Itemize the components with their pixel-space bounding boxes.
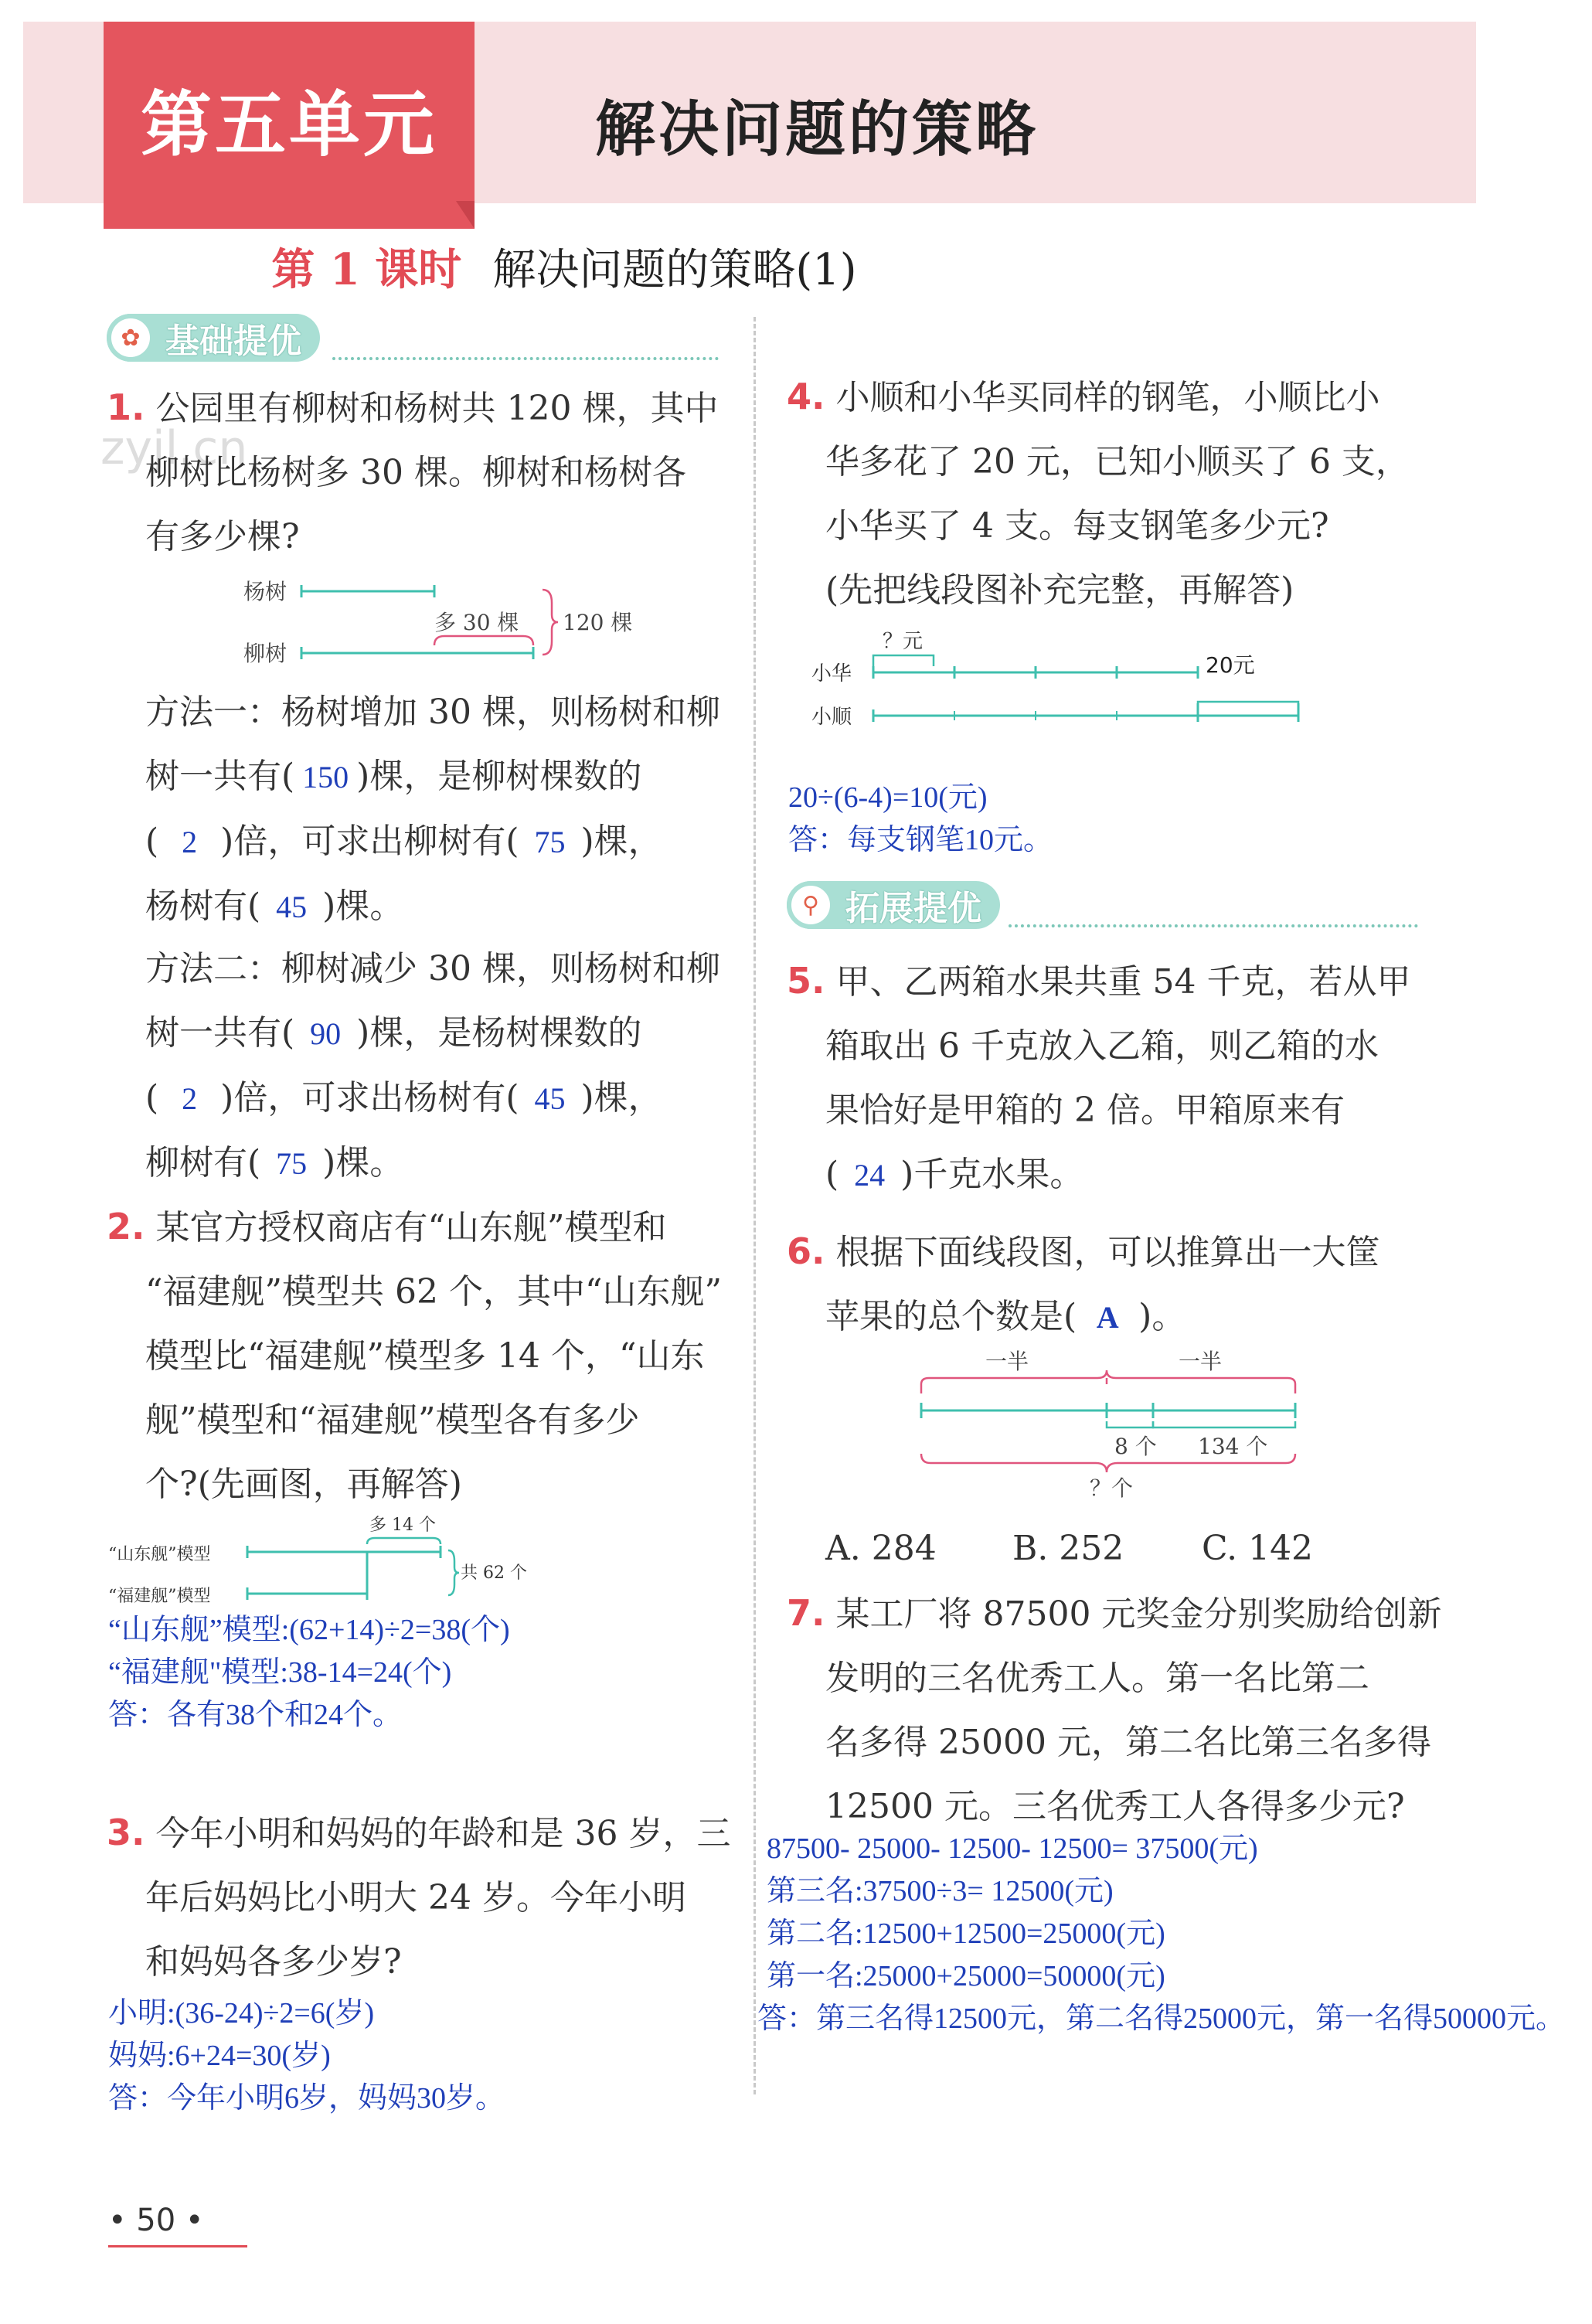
q2-fj-label: “福建舰”模型 xyxy=(108,1587,211,1606)
page-number-underline xyxy=(108,2245,247,2247)
q6-half-1-label: 一半 xyxy=(985,1349,1029,1374)
q1-total-label: 120 棵 xyxy=(563,610,633,635)
q6-eight-label: 8 个 xyxy=(1114,1434,1157,1459)
q2-line-2: “福建舰”模型共 62 个，其中“山东舰” xyxy=(145,1272,722,1312)
section-extend-divider xyxy=(1009,924,1418,927)
section-extend-badge xyxy=(787,881,1000,929)
q2-line-3: 模型比“福建舰”模型多 14 个，“山东 xyxy=(145,1336,705,1376)
q4-diff-label: 20元 xyxy=(1206,652,1255,678)
q3-answer-3: 答：今年小明6岁，妈妈30岁。 xyxy=(108,2082,505,2115)
q3-answer xyxy=(108,1992,505,2120)
q1-yang-label: 杨树 xyxy=(243,579,287,604)
q6-half-2-label: 一半 xyxy=(1179,1349,1223,1374)
q5-line-3: 果恰好是甲箱的 2 倍。甲箱原来有 xyxy=(825,1091,1345,1130)
question-2 xyxy=(107,1195,748,1516)
q1-line-1: 公园里有柳树和杨树共 120 棵，其中 xyxy=(155,389,719,428)
q3-line-2: 年后妈妈比小明大 24 岁。今年小明 xyxy=(145,1878,686,1917)
question-7 xyxy=(787,1581,1451,1839)
section-basic-label: 基础提优 xyxy=(165,322,301,361)
q6-option-c: C. 142 xyxy=(1202,1529,1314,1568)
unit-subject-title: 解决问题的策略 xyxy=(595,95,1039,165)
q4-line-diagram xyxy=(811,618,1322,734)
q2-total-brace xyxy=(448,1550,459,1595)
q6-answer: A xyxy=(1096,1300,1119,1335)
q6-halves-brace xyxy=(921,1370,1295,1393)
lesson-heading xyxy=(0,236,1128,298)
q2-number: 2. xyxy=(107,1206,145,1247)
q1-m1-answer-4: 45 xyxy=(276,890,308,924)
q1-m2-answer-3: 45 xyxy=(534,1081,566,1116)
question-6: 6. 根据下面线段图，可以推算出一大筐 苹果的总个数是( A )。 xyxy=(787,1220,1451,1349)
q2-answer-2: “福建舰"模型:38-14=24(个) xyxy=(108,1656,452,1689)
unit-title: 第五单元 xyxy=(140,83,437,166)
q6-134-label: 134 个 xyxy=(1198,1434,1268,1459)
magnifier-icon: ⚲ xyxy=(787,881,835,929)
q7-line-1: 某工厂将 87500 元奖金分别奖励给创新 xyxy=(835,1594,1442,1634)
q2-line-1: 某官方授权商店有“山东舰”模型和 xyxy=(155,1208,667,1247)
q1-m1-answer-2: 2 xyxy=(182,825,198,859)
q2-line-5: 个?(先画图，再解答) xyxy=(145,1465,462,1504)
q6-total-label: ？个 xyxy=(1090,1475,1134,1501)
q5-number: 5. xyxy=(787,960,825,1002)
page-number: • 50 • xyxy=(108,2203,204,2238)
q1-m2-line-1: 方法二：柳树减少 30 棵，则杨树和柳 xyxy=(145,949,720,988)
column-divider xyxy=(753,317,756,2094)
q4-line-4: (先把线段图补充完整，再解答) xyxy=(825,570,1294,610)
q7-answer-1: 87500- 25000- 12500- 12500= 37500(元) xyxy=(767,1832,1258,1865)
q5-answer: 24 xyxy=(854,1158,886,1193)
question-1 xyxy=(107,376,740,569)
q5-line-1: 甲、乙两箱水果共重 54 千克，若从甲 xyxy=(835,962,1411,1002)
q6-option-b: B. 252 xyxy=(1012,1529,1124,1568)
section-basic-badge xyxy=(107,314,320,362)
lesson-number: 第 1 课时 xyxy=(271,244,462,295)
q2-line-4: 舰”模型和“福建舰”模型各有多少 xyxy=(145,1400,640,1440)
question-5: 5. 甲、乙两箱水果共重 54 千克，若从甲 箱取出 6 千克放入乙箱，则乙箱的水 果恰好是甲箱的 2 倍。甲箱原来有 ( 24 )千克水果。 xyxy=(787,949,1451,1207)
q1-m1-answer-1: 150 xyxy=(302,760,349,795)
q1-total-brace xyxy=(543,590,558,655)
q6-option-a: A. 284 xyxy=(825,1529,937,1568)
q4-answer-1: 20÷(6-4)=10(元) xyxy=(788,781,988,814)
sprout-icon: ✿ xyxy=(107,314,155,362)
q2-total-label: 共 62 个 xyxy=(461,1564,527,1583)
q4-line-3: 小华买了 4 支。每支钢笔多少元? xyxy=(825,506,1329,546)
q2-answer-1: “山东舰”模型:(62+14)÷2=38(个) xyxy=(108,1614,510,1646)
q3-answer-2: 妈妈:6+24=30(岁) xyxy=(108,2040,331,2072)
section-basic-divider xyxy=(332,357,719,360)
q1-m2-answer-1: 90 xyxy=(310,1016,342,1051)
q4-xs-label: 小顺 xyxy=(811,706,852,729)
q1-number: 1. xyxy=(107,386,145,428)
unit-box-fold xyxy=(456,201,475,229)
q4-diff-brace xyxy=(1198,702,1298,709)
q7-answer-5: 答：第三名得12500元，第二名得25000元，第一名得50000元。 xyxy=(757,2002,1566,2035)
question-4 xyxy=(787,365,1451,622)
q7-line-2: 发明的三名优秀工人。第一名比第二 xyxy=(825,1659,1369,1698)
q4-line-2: 华多花了 20 元，已知小顺买了 6 支， xyxy=(825,442,1410,481)
q7-answer-3: 第二名:12500+12500=25000(元) xyxy=(767,1917,1165,1950)
q1-more-brace xyxy=(434,636,533,645)
unit-box xyxy=(104,22,475,229)
q4-xh-label: 小华 xyxy=(811,662,852,686)
question-3 xyxy=(107,1801,748,1994)
q1-m1-line-1: 方法一：杨树增加 30 棵，则杨树和柳 xyxy=(145,692,720,732)
q2-sd-label: “山东舰”模型 xyxy=(108,1545,211,1564)
q3-number: 3. xyxy=(107,1812,145,1853)
q3-line-1: 今年小明和妈妈的年龄和是 36 岁，三 xyxy=(155,1814,731,1853)
q2-more-label: 多 14 个 xyxy=(369,1516,436,1535)
q7-line-4: 12500 元。三名优秀工人各得多少元? xyxy=(825,1787,1405,1826)
q6-line-diagram xyxy=(912,1341,1329,1511)
q7-line-3: 名多得 25000 元，第二名比第三名多得 xyxy=(825,1723,1431,1762)
q4-unit-label: ？元 xyxy=(883,630,924,653)
q1-liu-label: 柳树 xyxy=(243,641,287,666)
q4-number: 4. xyxy=(787,376,825,417)
q7-answer-4: 第一名:25000+25000=50000(元) xyxy=(767,1960,1165,1992)
q4-answer-2: 答：每支钢笔10元。 xyxy=(788,824,1053,856)
q1-m1-answer-3: 75 xyxy=(534,825,566,859)
q6-line-1: 根据下面线段图，可以推算出一大筐 xyxy=(835,1233,1380,1272)
q1-method-2: 方法二：柳树减少 30 棵，则杨树和柳 树一共有( 90 )棵，是杨树棵数的 ( 2 )倍，可求出杨树有( 45 )棵， 柳树有( 75 )棵。 xyxy=(145,937,764,1196)
q4-answer xyxy=(788,777,1053,862)
q4-line-1: 小顺和小华买同样的钢笔，小顺比小 xyxy=(835,378,1380,417)
q2-answer-3: 答：各有38个和24个。 xyxy=(108,1699,403,1731)
q4-unit-brace xyxy=(873,655,934,666)
q1-m2-answer-4: 75 xyxy=(276,1146,308,1181)
q2-line-diagram xyxy=(108,1507,541,1608)
q6-number: 6. xyxy=(787,1230,825,1272)
watermark: zyjl.cn xyxy=(100,421,248,475)
q1-line-2: 柳树比杨树多 30 棵。柳树和杨树各 xyxy=(145,453,686,492)
q1-more-label: 多 30 棵 xyxy=(434,610,519,635)
q1-m2-answer-2: 2 xyxy=(182,1081,198,1116)
q1-line-diagram xyxy=(232,568,665,676)
section-extend-label: 拓展提优 xyxy=(845,889,981,928)
q1-line-3: 有多少棵? xyxy=(145,517,300,556)
q3-answer-1: 小明:(36-24)÷2=6(岁) xyxy=(108,1997,375,2030)
q7-answer xyxy=(757,1828,1566,2040)
q7-answer-2: 第三名:37500÷3= 12500(元) xyxy=(767,1875,1114,1907)
lesson-title: 解决问题的策略(1) xyxy=(492,245,857,295)
q2-more-brace xyxy=(367,1538,441,1544)
q5-line-2: 箱取出 6 千克放入乙箱，则乙箱的水 xyxy=(825,1026,1379,1066)
q3-line-3: 和妈妈各多少岁? xyxy=(145,1942,402,1982)
q2-answer xyxy=(108,1609,510,1737)
q7-number: 7. xyxy=(787,1592,825,1634)
q1-method-1: 方法一：杨树增加 30 棵，则杨树和柳 树一共有( 150 )棵，是柳树棵数的 ( 2 )倍，可求出柳树有( 75 )棵， 杨树有( 45 )棵。 xyxy=(145,680,764,939)
